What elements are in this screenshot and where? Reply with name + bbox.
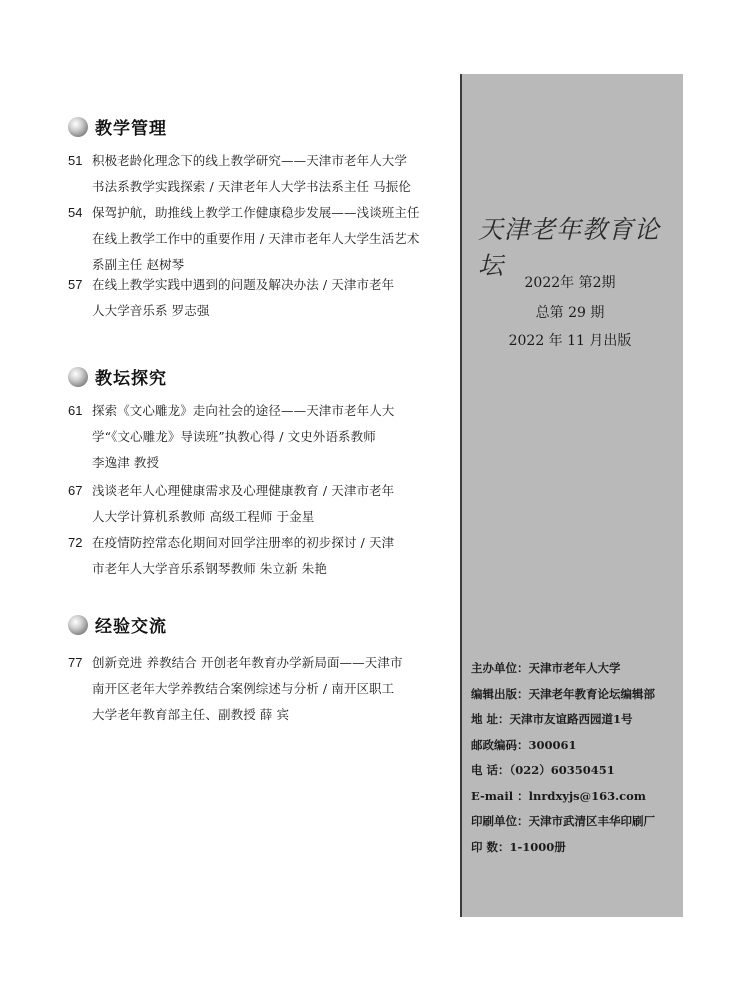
section-title: 教学管理 — [95, 119, 167, 139]
toc-entry[interactable] — [68, 148, 438, 200]
year-issue: 2022年 第2期 — [524, 275, 616, 291]
info-editor: 编辑出版：天津老年教育论坛编辑部 — [471, 686, 655, 701]
entry-title-line: 在疫情防控常态化期间对回学注册率的初步探讨 / 天津 — [92, 535, 395, 550]
section-bullet-icon — [68, 615, 88, 635]
info-printer: 印刷单位：天津市武清区丰华印刷厂 — [471, 814, 655, 828]
info-phone: 电 话：（022）60350451 — [471, 763, 615, 777]
info-address: 地 址：天津市友谊路西园道1号 — [471, 712, 633, 726]
page-number: 54 — [68, 205, 83, 220]
page-number: 51 — [68, 153, 83, 168]
entry-title-line: 大学老年教育部主任、副教授 薛 宾 — [92, 707, 290, 722]
entry-title-line: 书法系教学实践探索 / 天津老年人大学书法系主任 马振伦 — [92, 179, 411, 194]
toc-entry[interactable] — [68, 650, 438, 728]
entry-title-line: 创新竞进 养教结合 开创老年教育办学新局面——天津市 — [92, 655, 403, 670]
section-heading-experience-exchange — [68, 612, 167, 637]
entry-title-line: 人大学计算机系教师 高级工程师 于金星 — [92, 509, 315, 524]
entry-title-line: 积极老龄化理念下的线上教学研究——天津市老年人大学 — [92, 153, 408, 168]
page-number: 67 — [68, 483, 83, 498]
section-title: 教坛探究 — [95, 369, 167, 389]
toc-entry[interactable] — [68, 478, 438, 530]
toc-entry[interactable] — [68, 200, 438, 278]
page-number: 61 — [68, 403, 83, 418]
entry-title-line: 在线上教学工作中的重要作用 / 天津市老年人大学生活艺术 — [92, 231, 420, 246]
entry-title-line: 李逸津 教授 — [92, 455, 160, 470]
info-email: E-mail ：lnrdxyjs@163.com — [471, 788, 646, 803]
page-number: 57 — [68, 277, 83, 292]
publication-info — [471, 656, 655, 860]
entry-title-line: 南开区老年大学养教结合案例综述与分析 / 南开区职工 — [92, 681, 395, 696]
toc-entry[interactable] — [68, 530, 438, 582]
journal-title-calligraphy: 天津老年教育论坛 — [478, 215, 661, 280]
entry-title-line: 系副主任 赵树琴 — [92, 257, 185, 272]
publish-date: 2022 年 11 月出版 — [508, 333, 632, 349]
section-title: 经验交流 — [95, 617, 167, 637]
toc-entry[interactable] — [68, 272, 438, 324]
section-bullet-icon — [68, 367, 88, 387]
total-issue: 总第 29 期 — [535, 305, 605, 321]
entry-title-line: 市老年人大学音乐系钢琴教师 朱立新 朱艳 — [92, 561, 327, 576]
entry-title-line: 浅谈老年人心理健康需求及心理健康教育 / 天津市老年 — [92, 483, 395, 498]
entry-title-line: 在线上教学实践中遇到的问题及解决办法 / 天津市老年 — [92, 277, 395, 292]
entry-title-line: 保驾护航，助推线上教学工作健康稳步发展——浅谈班主任 — [92, 205, 420, 220]
info-sponsor: 主办单位：天津市老年人大学 — [471, 661, 621, 675]
section-heading-teaching-management — [68, 114, 167, 139]
info-print-run: 印 数：1-1000册 — [471, 839, 566, 854]
toc-entry[interactable] — [68, 398, 438, 476]
section-bullet-icon — [68, 117, 88, 137]
section-heading-teaching-forum — [68, 364, 167, 389]
page-number: 72 — [68, 535, 83, 550]
entry-title-line: 探索《文心雕龙》走向社会的途径——天津市老年人大 — [92, 403, 395, 418]
info-postcode: 邮政编码：300061 — [471, 737, 577, 752]
entry-title-line: 人大学音乐系 罗志强 — [92, 303, 210, 318]
page-number: 77 — [68, 655, 83, 670]
entry-title-line: 学“《文心雕龙》导读班”执教心得 / 文史外语系教师 — [92, 429, 376, 444]
